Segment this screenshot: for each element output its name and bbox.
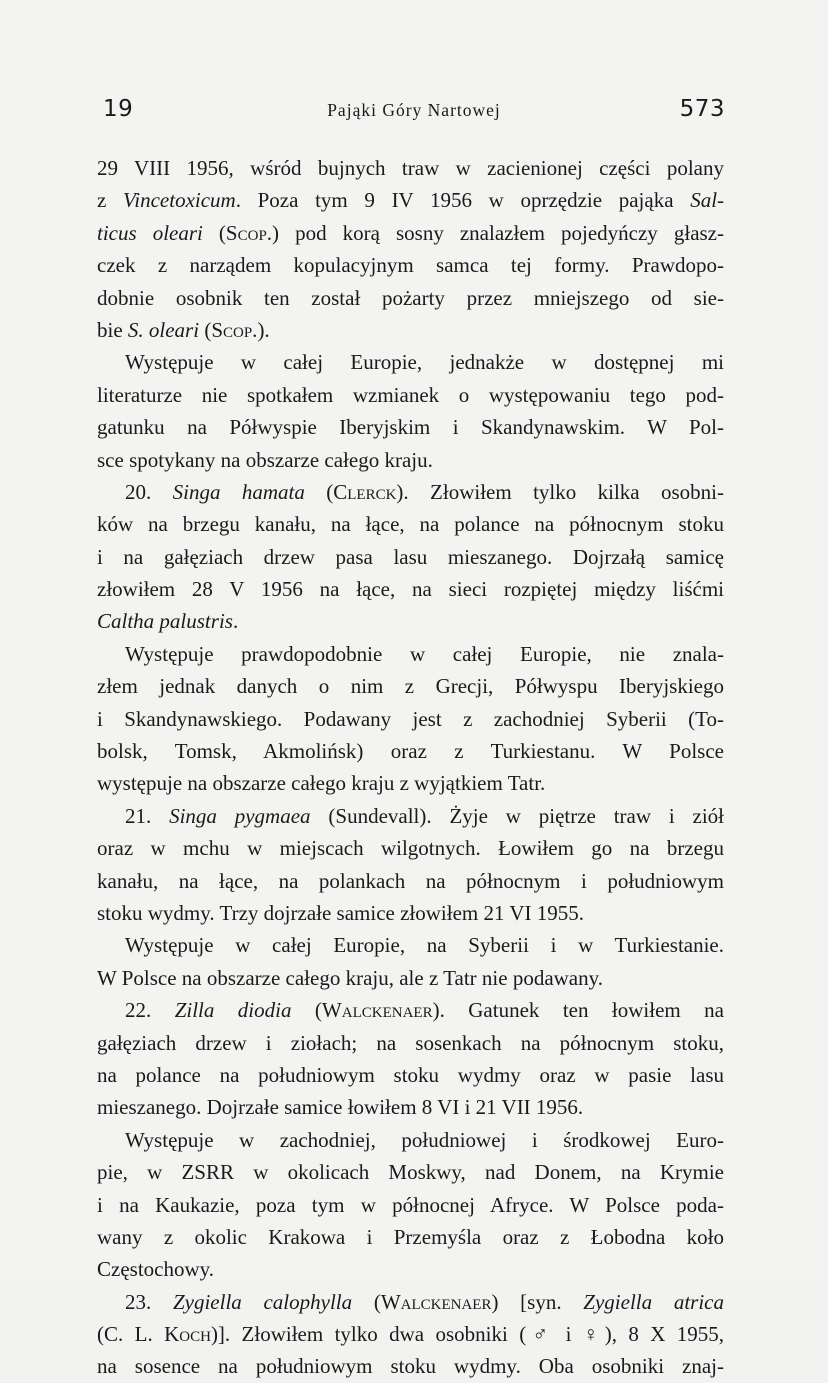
- text-segment: i Skandynawskiego. Podawany jest z zachodniej Syberii (To-: [97, 706, 724, 731]
- small-caps-text: Walckenaer: [380, 1289, 492, 1314]
- text-segment: mieszanego. Dojrzałe samice łowiłem 8 VI i 21 VII 1956.: [97, 1095, 584, 1120]
- text-segment: (: [291, 998, 322, 1023]
- text-segment: Występuje prawdopodobnie w całej Europie, nie znala-: [125, 641, 724, 666]
- text-line: [97, 1124, 724, 1156]
- text-segment: W Polsce na obszarze całego kraju, ale z Tatr nie podawany.: [97, 965, 604, 990]
- text-line: [97, 1156, 724, 1188]
- text-segment: ). Gatunek ten łowiłem na: [432, 998, 725, 1023]
- text-segment: 29 VIII 1956, wśród bujnych traw w zacienionej części polany: [97, 156, 724, 180]
- text-segment: gatunku na Półwyspie Iberyjskim i Skandynawskim. W Pol-: [97, 415, 724, 440]
- text-line: [97, 638, 724, 670]
- text-segment: Występuje w zachodniej, południowej i środkowej Euro-: [125, 1127, 724, 1152]
- text-segment: )]. Złowiłem tylko dwa osobniki (♂ i ♀), 8 X 1955,: [210, 1322, 725, 1347]
- text-segment: gałęziach drzew i ziołach; na sosenkach na północnym stoku,: [97, 1030, 724, 1055]
- text-line: [97, 1027, 724, 1059]
- italic-text: Sal-: [690, 188, 725, 213]
- text-line: [97, 444, 724, 476]
- text-line: [97, 1059, 724, 1091]
- text-segment: (Sundevall). Żyje w piętrze traw i ziół: [310, 803, 724, 828]
- text-segment: kanału, na łące, na polankach na północnym i południowym: [97, 868, 724, 893]
- italic-text: Singa hamata: [172, 479, 305, 504]
- small-caps-text: Walckenaer: [321, 998, 433, 1023]
- text-segment: (: [202, 220, 226, 245]
- text-segment: bolsk, Tomsk, Akmolińsk) oraz z Turkiestanu. W Polsce: [97, 739, 724, 764]
- text-segment: ) [syn.: [491, 1289, 584, 1314]
- text-line: [97, 800, 724, 832]
- text-segment: na polance na południowym stoku wydmy oraz w pasie lasu: [97, 1062, 724, 1087]
- text-segment: ) pod korą sosny znalazłem pojedyńczy głasz-: [272, 220, 724, 245]
- italic-text: Vincetoxicum: [122, 188, 236, 213]
- text-line: [97, 703, 724, 735]
- text-segment: i na gałęziach drzew pasa lasu mieszanego. Dojrzałą samicę: [97, 544, 724, 569]
- text-line: [97, 573, 724, 605]
- running-header: [0, 96, 828, 130]
- text-segment: ków na brzegu kanału, na łące, na polance na północnym stoku: [97, 512, 724, 537]
- text-line: [97, 994, 724, 1026]
- text-segment: na sosence na południowym stoku wydmy. Oba osobniki znaj-: [97, 1354, 724, 1379]
- text-segment: i na Kaukazie, poza tym w północnej Afryce. W Polsce poda-: [97, 1192, 724, 1217]
- small-caps-text: Scop.: [225, 220, 273, 245]
- text-line: [97, 314, 724, 346]
- text-segment: 22.: [125, 998, 175, 1023]
- text-segment: bie: [97, 317, 128, 342]
- text-line: [97, 929, 724, 961]
- italic-text: Zilla diodia: [174, 998, 292, 1023]
- text-segment: Częstochowy.: [97, 1257, 215, 1282]
- text-segment: oraz w mchu w miejscach wilgotnych. Łowiłem go na brzegu: [97, 836, 724, 861]
- text-line: [97, 1350, 724, 1382]
- text-line: [97, 670, 724, 702]
- text-line: [97, 1318, 724, 1350]
- text-segment: (: [199, 317, 212, 342]
- text-line: [97, 411, 724, 443]
- text-segment: stoku wydmy. Trzy dojrzałe samice złowiłem 21 VI 1955.: [97, 900, 585, 925]
- text-line: [97, 476, 724, 508]
- italic-text: Zygiella atrica: [583, 1289, 724, 1314]
- small-caps-text: Scop.: [211, 317, 258, 342]
- text-line: [97, 346, 724, 378]
- text-segment: . Poza tym 9 IV 1956 w oprzędzie pająka: [235, 188, 691, 213]
- text-segment: 20.: [125, 479, 173, 504]
- text-segment: 21.: [125, 803, 170, 828]
- text-line: [97, 962, 724, 994]
- page-number-right: 573: [679, 96, 725, 122]
- text-line: [97, 1253, 724, 1285]
- text-segment: sce spotykany na obszarze całego kraju.: [97, 447, 433, 472]
- text-line: [97, 832, 724, 864]
- text-line: [97, 249, 724, 281]
- italic-text: Zygiella calophylla: [172, 1289, 353, 1314]
- text-segment: złowiłem 28 V 1956 na łące, na sieci rozpiętej między liśćmi: [97, 577, 724, 602]
- text-segment: (C. L.: [97, 1322, 165, 1347]
- text-line: [97, 1189, 724, 1221]
- running-title: Pająki Góry Nartowej: [327, 100, 501, 120]
- page-number-left: 19: [103, 96, 134, 122]
- text-segment: Występuje w całej Europie, jednakże w dostępnej mi: [125, 350, 724, 375]
- italic-text: Singa pygmaea: [169, 803, 311, 828]
- text-segment: ). Złowiłem tylko kilka osobni-: [396, 479, 724, 504]
- text-line: [97, 217, 724, 249]
- text-segment: ).: [257, 317, 270, 342]
- italic-text: S. oleari: [127, 317, 200, 342]
- text-segment: (: [304, 479, 334, 504]
- text-line: [97, 508, 724, 540]
- text-segment: złem jednak danych o nim z Grecji, Półwyspu Iberyjskiego: [97, 674, 724, 699]
- text-segment: (: [352, 1289, 381, 1314]
- text-segment: pie, w ZSRR w okolicach Moskwy, nad Donem, na Krymie: [97, 1160, 724, 1185]
- text-line: [97, 865, 724, 897]
- text-line: [97, 152, 724, 184]
- text-line: [97, 282, 724, 314]
- text-line: [97, 379, 724, 411]
- text-line: [97, 1221, 724, 1253]
- text-segment: dobnie osobnik ten został pożarty przez mniejszego od sie-: [97, 285, 724, 310]
- text-line: [97, 735, 724, 767]
- small-caps-text: Clerck: [333, 479, 397, 504]
- text-line: [97, 897, 724, 929]
- text-line: [97, 767, 724, 799]
- text-line: [97, 605, 724, 637]
- text-segment: .: [232, 609, 239, 634]
- italic-text: ticus oleari: [97, 220, 203, 245]
- text-line: [97, 1091, 724, 1123]
- text-segment: Występuje w całej Europie, na Syberii i w Turkiestanie.: [125, 933, 724, 958]
- text-line: [97, 1286, 724, 1318]
- small-caps-text: Koch: [164, 1322, 211, 1347]
- text-line: [97, 184, 724, 216]
- body-text: [97, 152, 724, 1383]
- text-segment: 23.: [125, 1289, 173, 1314]
- text-line: [97, 541, 724, 573]
- text-segment: występuje na obszarze całego kraju z wyjątkiem Tatr.: [97, 771, 546, 796]
- italic-text: Caltha palustris: [97, 609, 233, 634]
- text-segment: literaturze nie spotkałem wzmianek o występowaniu tego pod-: [97, 382, 724, 407]
- text-segment: wany z okolic Krakowa i Przemyśla oraz z Łobodna koło: [97, 1224, 724, 1249]
- text-segment: czek z narządem kopulacyjnym samca tej formy. Prawdopo-: [97, 253, 724, 278]
- text-segment: z: [97, 188, 123, 213]
